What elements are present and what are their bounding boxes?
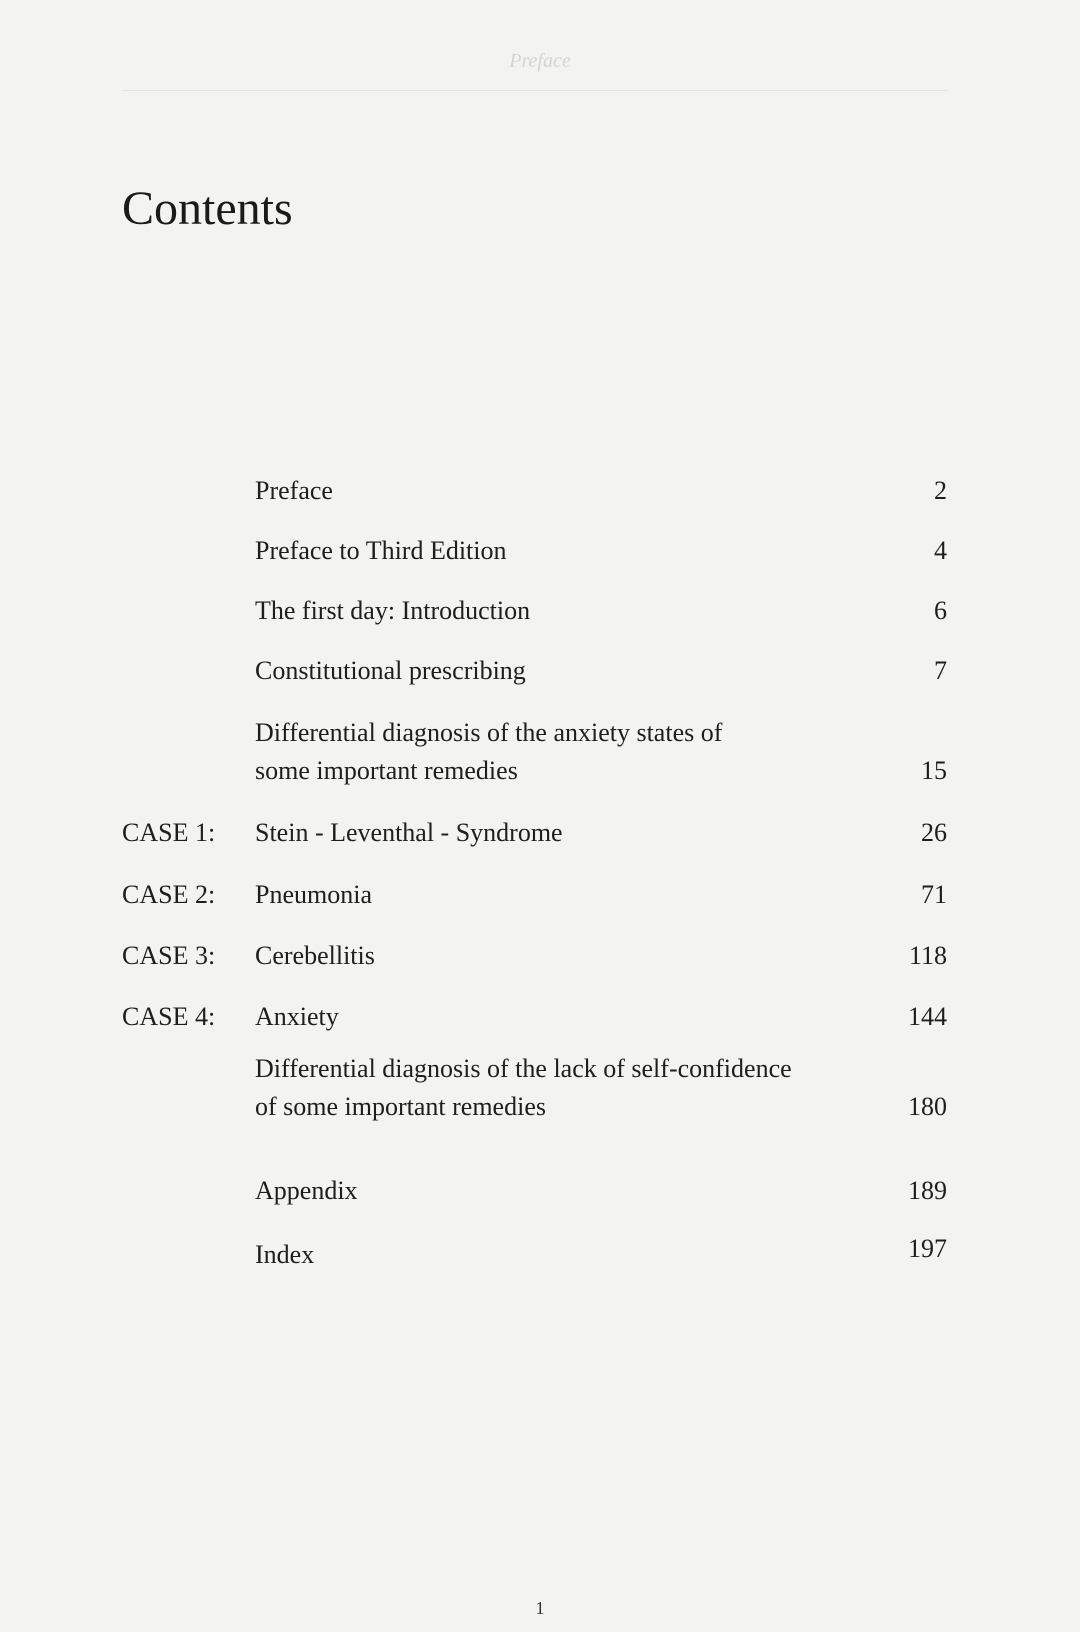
toc-entry-page: 180 [908,1092,947,1121]
toc-entry-first-day[interactable] [122,592,947,630]
toc-entry-case-3[interactable] [122,937,947,975]
toc-entry-preface-third-edition[interactable] [122,532,947,570]
toc-entry-anxiety-states[interactable] [122,714,947,790]
toc-entry-page: 15 [921,756,947,785]
toc-entry-label: CASE 3: [122,941,216,970]
toc-entry-label: CASE 2: [122,880,216,909]
toc-entry-title: Preface to Third Edition [255,536,507,565]
toc-entry-title: Preface [255,476,333,505]
toc-entry-title: Index [255,1240,315,1269]
toc-entry-title: Differential diagnosis of the lack of self-confidence of some important remedies [255,1054,792,1121]
toc-entry-page: 71 [921,880,947,909]
running-header: Preface [509,50,571,72]
toc-entry-title: Anxiety [255,1002,339,1031]
toc-entry-lack-of-self-confidence[interactable] [122,1050,947,1126]
toc-entry-title: The first day: Introduction [255,596,531,625]
toc-entry-appendix[interactable] [122,1172,947,1210]
toc-entry-page: 26 [921,818,947,847]
page-number: 1 [535,1598,545,1618]
toc-entry-title: Constitutional prescribing [255,656,526,685]
toc-entry-label: CASE 4: [122,1002,216,1031]
toc-entry-page: 118 [908,941,947,970]
page-title: Contents [122,182,293,235]
toc-entry-preface[interactable] [122,472,947,510]
toc-entry-case-4[interactable] [122,998,947,1036]
toc-entry-page: 144 [908,1002,947,1031]
toc-entry-index[interactable] [122,1236,947,1274]
toc-entry-title: Stein - Leventhal - Syndrome [255,818,563,847]
toc-entry-constitutional-prescribing[interactable] [122,652,947,690]
toc-entry-page: 7 [934,656,947,685]
toc-entry-title: Differential diagnosis of the anxiety states of some important remedies [255,718,723,785]
toc-entry-label: CASE 1: [122,818,216,847]
toc-entry-title: Pneumonia [255,880,372,909]
toc-entry-page: 189 [908,1176,947,1205]
toc-entry-page: 2 [934,476,947,505]
toc-entry-case-2[interactable] [122,876,947,914]
toc-entry-page: 4 [934,536,947,565]
toc-entry-title: Appendix [255,1176,358,1205]
toc-entry-title: Cerebellitis [255,941,375,970]
toc-entry-page: 197 [908,1234,947,1263]
toc-entry-case-1[interactable] [122,814,947,852]
toc-entry-page: 6 [934,596,947,625]
